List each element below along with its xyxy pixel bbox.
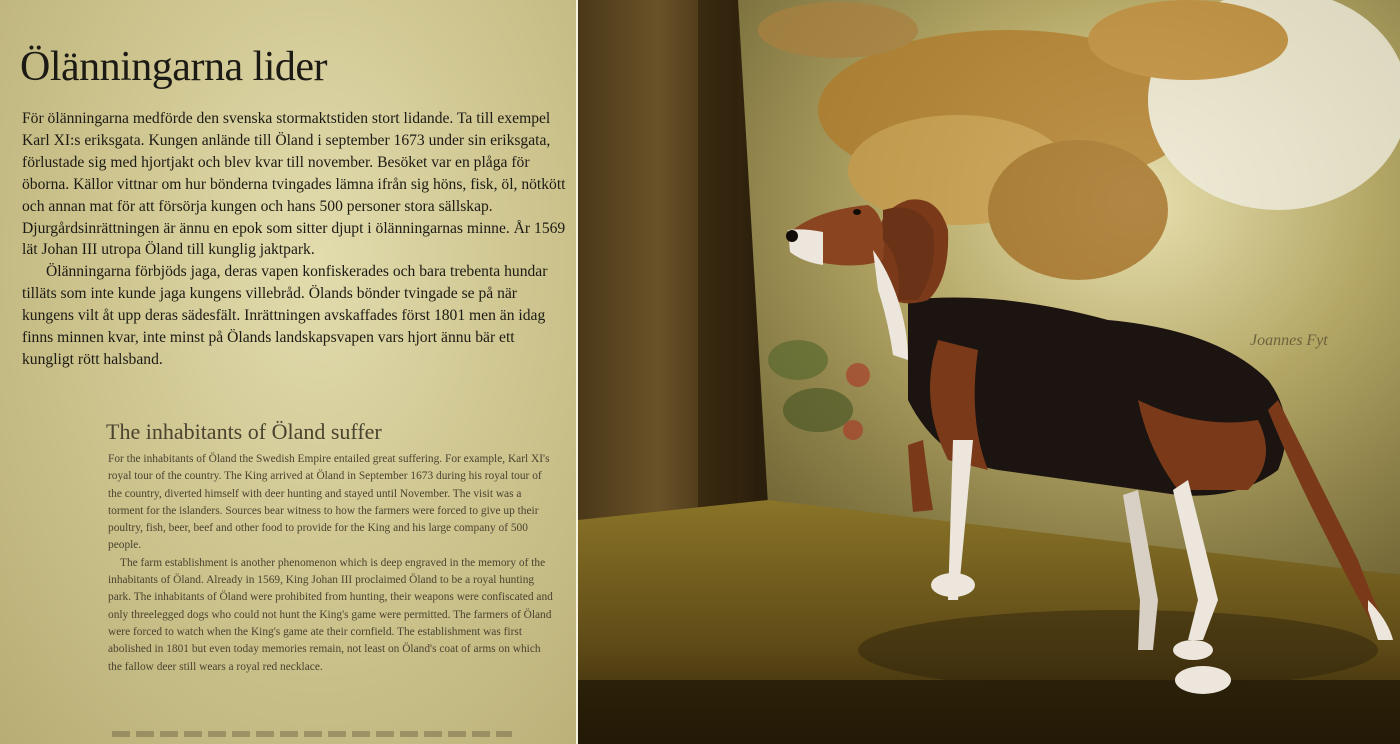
painting-signature: Joannes Fyt [1250,332,1328,349]
swedish-paragraph-1: För ölänningarna medförde den svenska stormaktstiden stort lidande. Ta till exempel Karl XI:s eriksgata. Kungen anlände till Öland i september 1673 under sin eriksgata, förlustade sig med hjortjakt och blev kvar till november. Besöket var en plåga för öborna. Källor vittnar om hur bönderna tvingades lämna ifrån sig höns, fisk, öl, nötkött och annan mat för att försörja kungen och hans 500 personer stora sällskap. Djurgårdsinrättningen är ännu en epok som sitter djupt i ölänningarnas minne. År 1569 lät Johan III utropa Öland till kunglig jaktpark. [22,110,566,259]
english-title: The inhabitants of Öland suffer [106,419,382,444]
swedish-paragraph-2: Ölänningarna förbjöds jaga, deras vapen konfiskerades och bara trebenta hundar tilläts som inte kunde jaga kungens villebråd. Ölands bönder tvingade se på när kungens vilt åt upp deras sädesfält. Inrättningen avskaffades först 1801 men än idag finns minnen kvar, inte minst på Ölands landskapsvapen vars hjort ännu bär ett kungligt rött halsband. [22,263,548,368]
cropped-footer-text [112,731,512,737]
swedish-body [22,108,570,371]
exhibit-text-panel [0,0,578,744]
english-paragraph-1: For the inhabitants of Öland the Swedish Empire entailed great suffering. For example, Karl XI's royal tour of the country. The King arrived at Öland in September 1673 during his royal tour of the country, diverted himself with deer hunting and stayed until November. The visit was a torment for the islanders. Sources bear witness to how the farmers were forced to give up their poultry, fish, beer, beef and other food to provide for the King and his large company of 500 people. [108,453,550,552]
english-body [108,451,556,676]
photo-scene [578,0,1400,744]
dog-reflection [858,610,1378,690]
swedish-title: Ölänningarna lider [20,44,328,90]
floor-dark-edge [578,680,1400,744]
english-paragraph-2: The farm establishment is another phenomenon which is deep engraved in the memory of the inhabitants of Öland. Already in 1569, King Johan III proclaimed Öland to be a royal hunting park. The inhabitants of Öland were prohibited from hunting, their weapons were confiscated and only threelegged dogs who could not hunt the King's game were permitted. The farmers of Öland were forced to watch when the King's game ate their cornfield. The establishment was first abolished in 1801 but even today memories remain, not least on Öland's coat of arms on which the fallow deer still wears a royal red necklace. [108,556,553,673]
museum-photo [578,0,1400,744]
